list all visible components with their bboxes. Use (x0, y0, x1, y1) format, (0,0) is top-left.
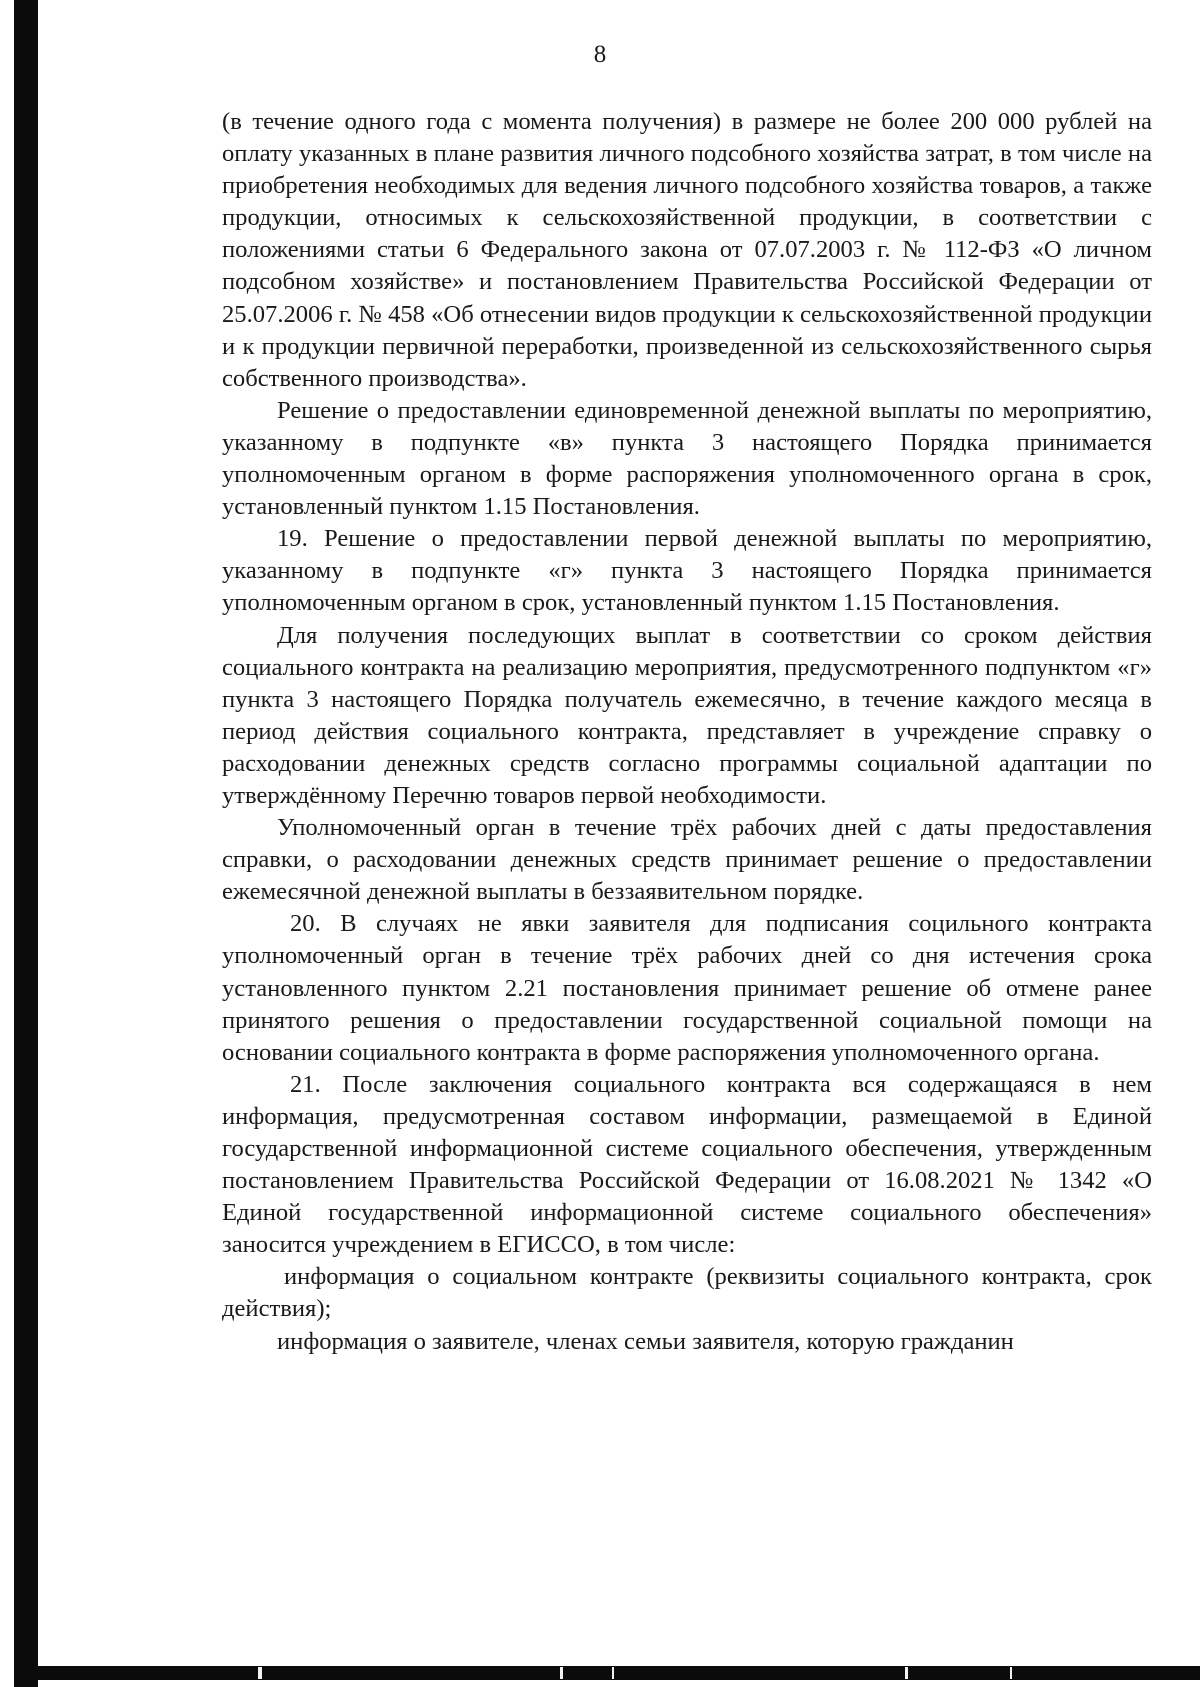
paragraph-19: 19. Решение о предоставлении первой денежной выплаты по мероприятию, указанному в подпункте «г» пункта 3 настоящего Порядка принимается уполномоченным органом в срок, установленный пунктом 1.15 Постановления. (222, 525, 1152, 617)
page-number: 8 (593, 41, 607, 68)
scan-gap (258, 1667, 262, 1679)
paragraph-subsequent-payments: Для получения последующих выплат в соответствии со сроком действия социального контракта на реализацию мероприятия, предусмотренного подпунктом «г» пункта 3 настоящего Порядка получатель ежемесячно, в течение каждого месяца в период действия социального контракта, представляет в учреждение справку о расходовании денежных средств согласно программы социальной адаптации по утверждённому Перечню товаров первой необходимости. (222, 621, 1152, 809)
scan-gap (560, 1667, 563, 1679)
paragraph-21: 21. После заключения социального контракта вся содержащаяся в нем информация, предусмотренная составом информации, размещаемой в Единой государственной информационной системе социального обеспечения, утвержденным постановлением Правительства Российской Федерации от 16.08.2021 № 1342 «О Единой государственной информационной системе социального обеспечения» заносится учреждением в ЕГИССО, в том числе: (222, 1070, 1152, 1259)
paragraph-20: 20. В случаях не явки заявителя для подписания социльного контракта уполномоченный орган в течение трёх рабочих дней со дня истечения срока установленного пунктом 2.21 постановления принимает решение об отмене ранее принятого решения о предоставлении государственной социальной помощи на основании социального контракта в форме распоряжения уполномоченного органа. (222, 910, 1152, 1066)
paragraph-authorized-body: Уполномоченный орган в течение трёх рабочих дней с даты предоставления справки, о расходовании денежных средств принимает решение о предоставлении ежемесячной денежной выплаты в беззаявительном порядке. (222, 814, 1152, 906)
scan-gap (612, 1667, 614, 1679)
document-body (222, 106, 1152, 1358)
paragraph-contract-info: информация о социальном контракте (реквизиты социального контракта, срок действия); (222, 1263, 1152, 1323)
scan-border-left (14, 0, 38, 1687)
scan-gap (1010, 1667, 1012, 1679)
scan-border-bottom (14, 1666, 1200, 1680)
scan-gap (905, 1667, 908, 1679)
paragraph-decision-item-v: Решение о предоставлении единовременной денежной выплаты по мероприятию, указанному в подпункте «в» пункта 3 настоящего Порядка принимается уполномоченным органом в форме распоряжения уполномоченного органа в срок, установленный пунктом 1.15 Постановления. (222, 396, 1152, 521)
paragraph-applicant-info: информация о заявителе, членах семьи заявителя, которую гражданин (277, 1327, 1014, 1355)
paragraph-continuation: (в течение одного года с момента получения) в размере не более 200 000 рублей на оплату указанных в плане развития личного подсобного хозяйства затрат, в том числе на приобретения необходимых для ведения личного подсобного хозяйства товаров, а также продукции, относимых к сельскохозяйственной продукции, в соответствии с положениями статьи 6 Федерального закона от 07.07.2003 г. № 112-ФЗ «О личном подсобном хозяйстве» и постановлением Правительства Российской Федерации от 25.07.2006 г. № 458 «Об отнесении видов продукции к сельскохозяйственной продукции и к продукции первичной переработки, произведенной из сельскохозяйственного сырья собственного производства». (222, 108, 1152, 392)
